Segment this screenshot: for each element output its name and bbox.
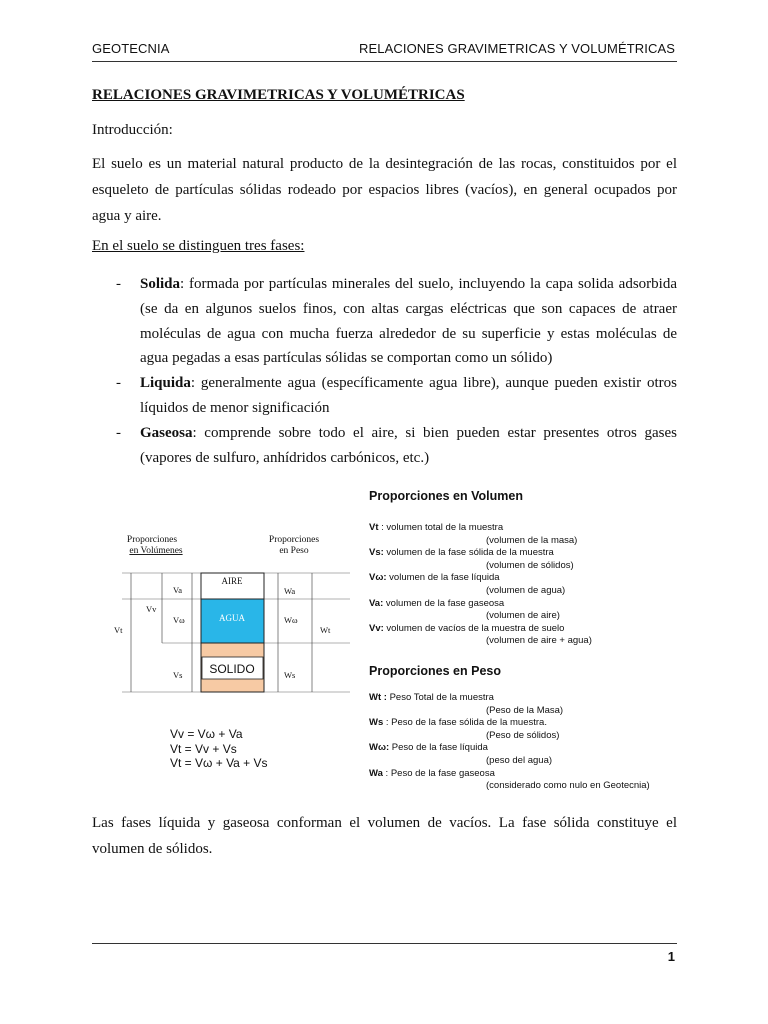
intro-label: Introducción:: [92, 122, 173, 138]
right-header-1: Proporciones: [268, 535, 320, 545]
left-header-2: en Volúmenes: [129, 546, 183, 556]
paragraph-phases: Las fases líquida y gaseosa conforman el volumen de vacíos. La fase sólida constituye el volumen de sólidos.: [92, 815, 677, 857]
list-item: Va: volumen de la fase gaseosa: [369, 597, 505, 609]
list-item: Wt : Peso Total de la muestra: [369, 692, 494, 703]
solido-label: SOLIDO: [209, 662, 255, 676]
volume-section-title: Proporciones en Volumen: [369, 489, 523, 503]
weight-definitions: Wt : Peso Total de la muestra (Peso de la Masa) Ws : Peso de la fase sólida de la muestra. (Peso de sólidos) Wω: Peso de la fase líquida (peso del agua) Wa : Peso de la fase gaseosa (considerado como nulo en Geotecnia): [369, 692, 650, 792]
label-vw: Vω: [173, 615, 185, 625]
desc-solida: : formada por partículas minerales del suelo, incluyendo la capa solida adsorbida (se da en algunos suelos finos, con altas cargas eléctricas que son capaces de atraer moléculas de agua con mucha fuerza alrededor de su superficie y estas moléculas de agua pegadas a esas partículas sólidas se comportan como un sólido): [140, 276, 677, 367]
agua-label: AGUA: [219, 613, 245, 623]
list-item: - Solida: formada por partículas minerales del suelo, incluyendo la capa solida adsorbida (se da en algunos suelos finos, con altas cargas eléctricas que son capaces de atraer moléculas de agua con mucha fuerza alrededor de su superficie y estas moléculas de agua pegadas a esas partículas sólidas se comportan como un sólido): [116, 276, 677, 367]
desc-gaseosa: : comprende sobre todo el aire, si bien pueden estar presentes otros gases (vapores de sulfuro, anhídridos carbónicos, etc.): [140, 424, 677, 466]
label-wt: Wt: [320, 625, 331, 635]
label-vv: Vv: [146, 604, 157, 614]
page-number: 1: [667, 949, 675, 964]
phase-diagram: [110, 525, 355, 705]
paragraph-intro: El suelo es un material natural producto de la desintegración de las rocas, constituidos por el esqueleto de partículas sólidas rodeado por espacios libres (vacíos), en general ocupados por agua y aire.: [92, 156, 677, 224]
list-item: Ws : Peso de la fase sólida de la muestra.: [369, 717, 547, 729]
label-ws: Ws: [284, 670, 296, 680]
equations: [170, 727, 268, 771]
phases-list: [116, 272, 677, 470]
list-item: - Gaseosa: comprende sobre todo el aire, si bien pueden estar presentes otros gases (vapores de sulfuro, anhídridos carbónicos, etc.): [116, 424, 677, 466]
aire-label: AIRE: [221, 576, 243, 586]
phases-heading: En el suelo se distinguen tres fases:: [92, 238, 305, 254]
label-wa: Wa: [284, 586, 296, 596]
list-item: Vv: volumen de vacíos de la muestra de suelo: [369, 622, 565, 634]
label-vt: Vt: [114, 625, 123, 635]
label-va: Va: [173, 585, 182, 595]
header-right: RELACIONES GRAVIMETRICAS Y VOLUMÉTRICAS: [359, 41, 675, 56]
term-liquida: Liquida: [140, 375, 191, 392]
footer-divider: [92, 943, 677, 944]
list-item: Vt : volumen total de la muestra: [369, 522, 504, 533]
equation: Vv = Vω + Va: [170, 727, 243, 741]
right-header-2: en Peso: [279, 546, 309, 556]
term-solida: Solida: [140, 276, 181, 292]
desc-liquida: : generalmente agua (específicamente agua libre), aunque pueden existir otros líquidos de menor significación: [140, 375, 677, 416]
list-item: - Liquida: generalmente agua (específicamente agua libre), aunque pueden existir otros líquidos de menor significación: [116, 375, 677, 416]
header-divider: [92, 61, 677, 62]
list-item: Vs: volumen de la fase sólida de la muestra: [369, 547, 554, 559]
equation: Vt = Vω + Va + Vs: [170, 756, 268, 770]
label-vs: Vs: [173, 670, 183, 680]
volume-definitions: Vt : volumen total de la muestra (volumen de la masa) Vs: volumen de la fase sólida de la muestra (volumen de sólidos) Vω: volumen de la fase líquida (volumen de agua) Va: volumen de la fase gaseosa (volumen de aire) Vv: volumen de vacíos de la muestra de suelo (volumen de aire + agua): [369, 522, 592, 647]
term-gaseosa: Gaseosa: [140, 424, 193, 441]
equation: Vt = Vv + Vs: [170, 741, 237, 756]
list-item: Vω: volumen de la fase líquida: [369, 572, 500, 584]
left-header-1: Proporciones: [126, 535, 178, 545]
document-title: RELACIONES GRAVIMETRICAS Y VOLUMÉTRICAS: [92, 87, 465, 103]
weight-section-title: Proporciones en Peso: [369, 664, 501, 678]
list-item: Wω: Peso de la fase líquida: [369, 742, 488, 754]
label-ww: Wω: [284, 615, 298, 625]
list-item: Wa : Peso de la fase gaseosa: [369, 767, 495, 779]
header-left: GEOTECNIA: [92, 41, 170, 56]
